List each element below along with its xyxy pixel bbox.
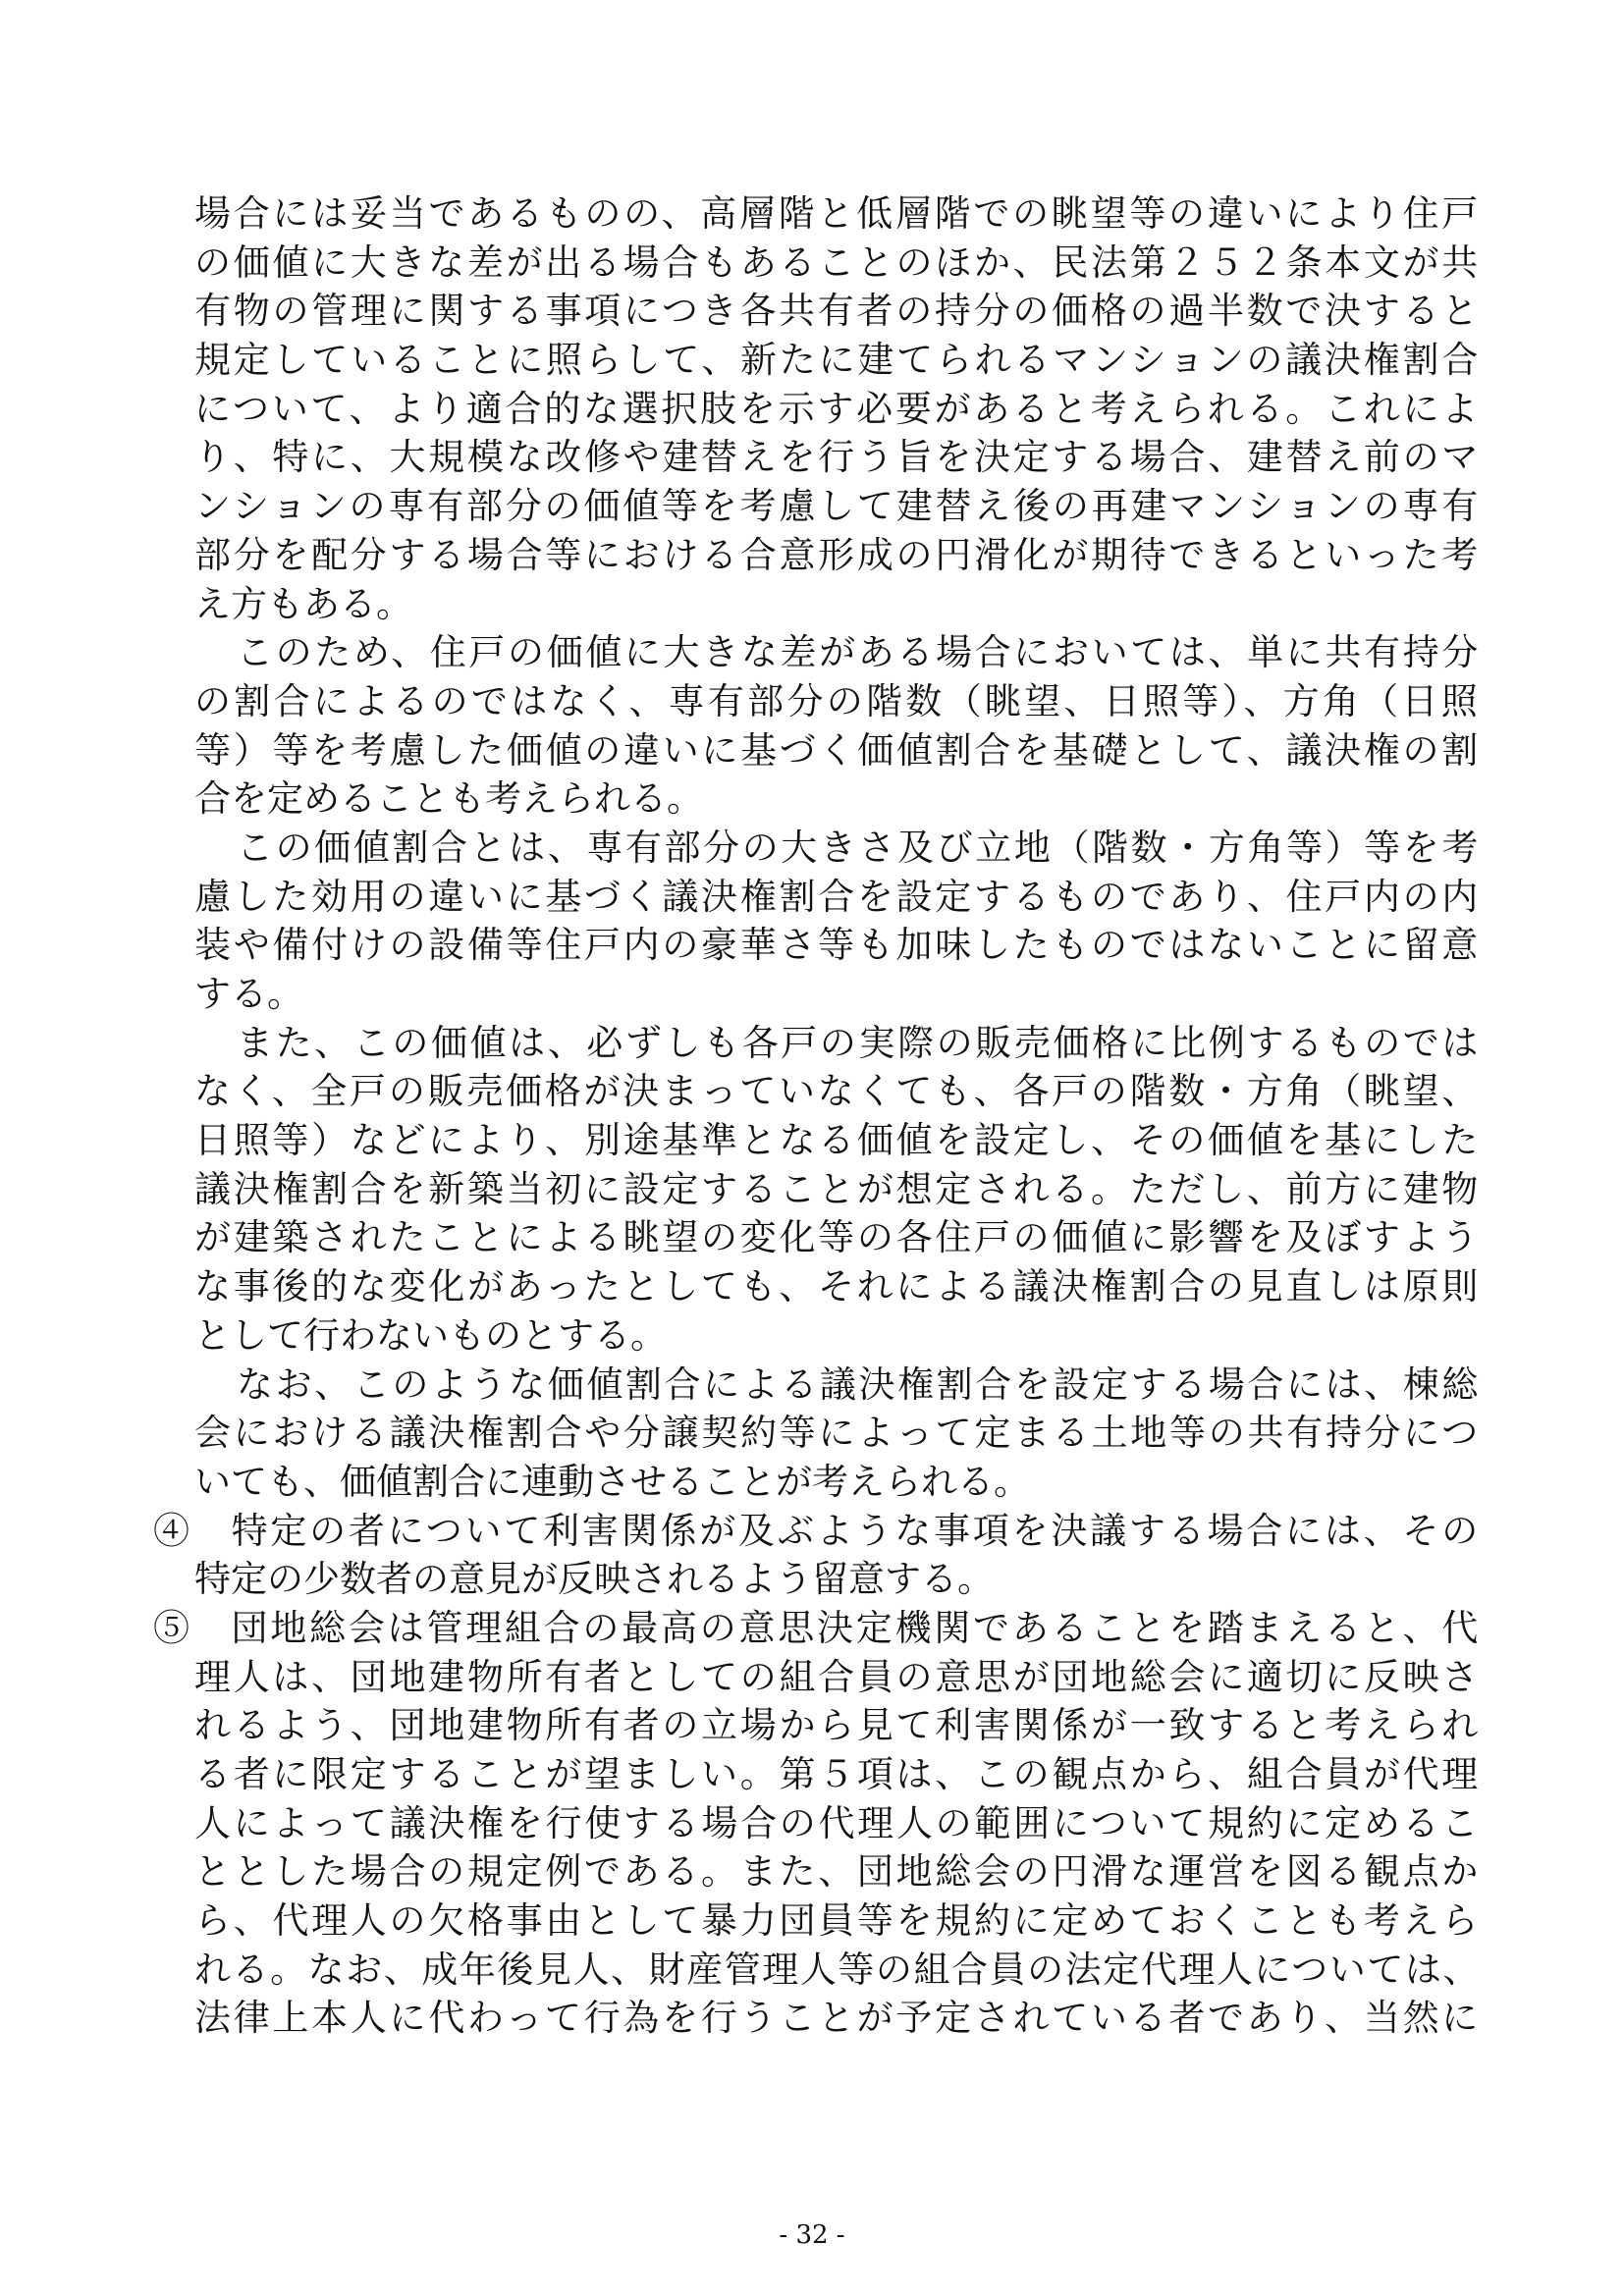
text-line: 特定の少数者の意見が反映されるよう留意する。: [194, 1558, 994, 1601]
numbered-item-line: ④ 特定の者について利害関係が及ぶような事項を決議する場合には、その: [153, 1509, 1481, 1552]
text-line: 理人は、団地建物所有者としての組合員の意思が団地総会に適切に反映さ: [194, 1655, 1481, 1698]
text-line: また、この価値は、必ずしも各戸の実際の販売価格に比例するものでは: [237, 1021, 1481, 1064]
text-line: なく、全戸の販売価格が決まっていなくても、各戸の階数・方角（眺望、: [194, 1070, 1481, 1113]
text-line: の価値に大きな差が出る場合もあることのほか、民法第２５２条本文が共: [194, 240, 1481, 284]
text-line: ンションの専有部分の価値等を考慮して建替え後の再建マンションの専有: [194, 485, 1481, 528]
text-line: 日照等）などにより、別途基準となる価値を設定し、その価値を基にした: [194, 1119, 1481, 1162]
text-line: このため、住戸の価値に大きな差がある場合においては、単に共有持分: [237, 631, 1481, 674]
text-line: り、特に、大規模な改修や建替えを行う旨を決定する場合、建替え前のマ: [194, 436, 1481, 479]
text-line: 人によって議決権を行使する場合の代理人の範囲について規約に定めるこ: [194, 1801, 1481, 1844]
text-line: ととした場合の規定例である。また、団地総会の円滑な運営を図る観点か: [194, 1850, 1481, 1894]
text-line: なお、このような価値割合による議決権割合を設定する場合には、棟総: [237, 1362, 1481, 1406]
text-line: え方もある。: [194, 582, 412, 625]
text-line: この価値割合とは、専有部分の大きさ及び立地（階数・方角等）等を考: [237, 826, 1481, 869]
text-line: いても、価値割合に連動させることが考えられる。: [194, 1460, 1030, 1503]
page-number: - 32 -: [779, 2220, 845, 2250]
text-line: の割合によるのではなく、専有部分の階数（眺望、日照等）、方角（日照: [194, 679, 1481, 722]
text-line: る者に限定することが望ましい。第５項は、この観点から、組合員が代理: [194, 1753, 1481, 1795]
text-line: ら、代理人の欠格事由として暴力団員等を規約に定めておくことも考えら: [194, 1899, 1481, 1943]
text-line: 慮した効用の違いに基づく議決権割合を設定するものであり、住戸内の内: [194, 875, 1481, 918]
text-line: 装や備付けの設備等住戸内の豪華さ等も加味したものではないことに留意: [194, 924, 1481, 967]
text-line: 議決権割合を新築当初に設定することが想定される。ただし、前方に建物: [194, 1167, 1481, 1210]
text-line: 有物の管理に関する事項につき各共有者の持分の価格の過半数で決すると: [194, 290, 1481, 333]
numbered-item-line: ⑤ 団地総会は管理組合の最高の意思決定機関であることを踏まえると、代: [153, 1606, 1481, 1649]
text-line: 法律上本人に代わって行為を行うことが予定されている者であり、当然に: [194, 1997, 1481, 2040]
text-line: 場合には妥当であるものの、高層階と低層階での眺望等の違いにより住戸: [194, 192, 1481, 235]
text-line: 規定していることに照らして、新たに建てられるマンションの議決権割合: [194, 339, 1481, 382]
text-line: する。: [194, 973, 303, 1015]
text-line: れるよう、団地建物所有者の立場から見て利害関係が一致すると考えられ: [194, 1704, 1481, 1747]
text-line: 会における議決権割合や分譲契約等によって定まる土地等の共有持分につ: [194, 1412, 1481, 1455]
text-line: が建築されたことによる眺望の変化等の各住戸の価値に影響を及ぼすよう: [194, 1216, 1481, 1259]
text-line: 合を定めることも考えられる。: [194, 777, 703, 821]
body-text: [153, 189, 1481, 2043]
text-line: 部分を配分する場合等における合意形成の円滑化が期待できるといった考: [194, 533, 1481, 576]
text-line: として行わないものとする。: [194, 1313, 667, 1357]
text-line: 等）等を考慮した価値の違いに基づく価値割合を基礎として、議決権の割: [194, 728, 1481, 772]
text-line: について、より適合的な選択肢を示す必要があると考えられる。これによ: [194, 387, 1481, 430]
text-line: な事後的な変化があったとしても、それによる議決権割合の見直しは原則: [194, 1265, 1481, 1308]
text-line: れる。なお、成年後見人、財産管理人等の組合員の法定代理人については、: [194, 1948, 1481, 1991]
